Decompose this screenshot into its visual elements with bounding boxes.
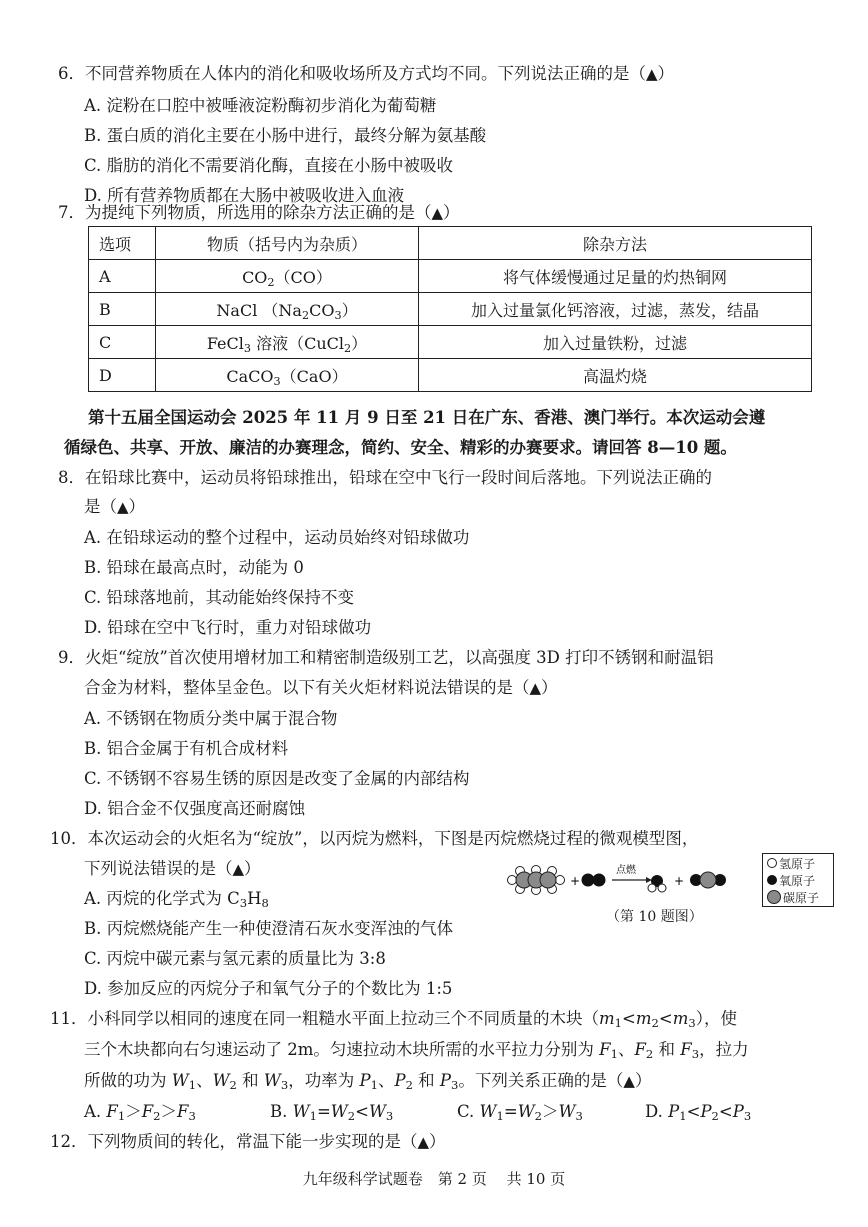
q10-option-c: C. 丙烷中碳元素与氢元素的质量比为 3:8 bbox=[84, 949, 386, 968]
q12-stem bbox=[50, 1134, 446, 1151]
q11-line-3a: 所做的功为 bbox=[84, 1071, 167, 1090]
table-cell-option: D bbox=[89, 359, 156, 392]
q8-option-d: D. 铅球在空中飞行时，重力对铅球做功 bbox=[84, 618, 372, 637]
figure-legend bbox=[762, 853, 834, 907]
table-row bbox=[89, 326, 812, 359]
table-header: 除杂方法 bbox=[419, 227, 812, 260]
q10-stem-line-2 bbox=[84, 861, 261, 878]
oxygen-atom-icon bbox=[767, 875, 777, 885]
q8-stem-line-1: 8．在铅球比赛中，运动员将铅球推出，铅球在空中飞行一段时间后落地。下列说法正确的 bbox=[58, 468, 712, 487]
q6-close: ） bbox=[657, 64, 675, 83]
q11-line-3b: ，功率为 bbox=[288, 1071, 355, 1090]
table-cell-method: 高温灼烧 bbox=[419, 359, 812, 392]
q11-option-a: A. $F_1>F_2>F_3$ bbox=[84, 1102, 196, 1123]
q7-stem-text: 7．为提纯下列物质，所选用的除杂方法正确的是（ bbox=[58, 203, 432, 222]
q9-stem-line-2 bbox=[84, 680, 558, 697]
table-cell-option: A bbox=[89, 260, 156, 293]
q11-line-1-text: 11．小科同学以相同的速度在同一粗糙水平面上拉动三个不同质量的木块（ bbox=[50, 1009, 599, 1028]
table-header: 物质（括号内为杂质） bbox=[156, 227, 419, 260]
q7-table bbox=[88, 226, 812, 392]
legend-oxygen bbox=[767, 873, 815, 887]
figure-caption: （第 10 题图） bbox=[606, 909, 703, 925]
table-header-row bbox=[89, 227, 812, 260]
legend-hydrogen bbox=[767, 856, 815, 870]
q8-option-c: C. 铅球落地前，其动能始终保持不变 bbox=[84, 588, 355, 607]
answer-blank-icon: ▲ bbox=[431, 204, 444, 222]
q6-option-d: D. 所有营养物质都在大肠中被吸收进入血液 bbox=[84, 186, 405, 205]
q9-close: ） bbox=[541, 678, 558, 697]
q7-close: ） bbox=[443, 203, 460, 222]
table-cell-option: B bbox=[89, 293, 156, 326]
answer-blank-icon: ▲ bbox=[646, 65, 658, 83]
q11-option-d: D. $P_1<P_2<P_3$ bbox=[645, 1102, 752, 1123]
table-cell-substance: FeCl$_3$ 溶液（CuCl$_2$） bbox=[156, 326, 419, 359]
legend-label: 碳原子 bbox=[783, 890, 820, 905]
q11-line-1: 11．小科同学以相同的速度在同一粗糙水平面上拉动三个不同质量的木块$(m_1<m_2<m_3)$，使 bbox=[50, 1009, 737, 1030]
q11-option-c: C. $W_1=W_2>W_3$ bbox=[457, 1102, 583, 1123]
propane-molecule-icon bbox=[508, 866, 565, 895]
page-footer: 九年级科学试题卷 第 2 页 共 10 页 bbox=[302, 1170, 566, 1188]
q7-stem bbox=[58, 205, 460, 222]
table-cell-substance: NaCl $(Na_2CO_3)$ bbox=[156, 293, 419, 326]
q8-close: ） bbox=[128, 497, 146, 516]
q9-stem-line-1: 9．火炬“绽放”首次使用增材加工和精密制造级别工艺，以高强度 3D 打印不锈钢和耐温铝 bbox=[58, 648, 714, 667]
q8-option-a: A. 在铅球运动的整个过程中，运动员始终对铅球做功 bbox=[84, 528, 470, 547]
q6-stem-text: 6．不同营养物质在人体内的消化和吸收场所及方式均不同。下列说法正确的是（ bbox=[58, 64, 646, 83]
q10-option-a-text: A. 丙烷的化学式为 C bbox=[84, 889, 240, 908]
table-cell-option: C bbox=[89, 326, 156, 359]
legend-label: 氢原子 bbox=[779, 856, 816, 871]
q11-line-3c: 。下列关系正确的是（ bbox=[458, 1071, 624, 1090]
table-cell-method: 将气体缓慢通过足量的灼热铜网 bbox=[419, 260, 812, 293]
answer-blank-icon: ▲ bbox=[117, 498, 129, 516]
reaction-arrow-icon bbox=[612, 877, 652, 883]
table-header: 选项 bbox=[89, 227, 156, 260]
q11-line-2-text: 三个木块都向右匀速运动了 2m。匀速拉动木块所需的水平拉力分别为 bbox=[84, 1040, 594, 1059]
table-row bbox=[89, 293, 812, 326]
legend-label: 氧原子 bbox=[779, 873, 816, 888]
table-row bbox=[89, 359, 812, 392]
q6-stem bbox=[58, 66, 674, 83]
answer-blank-icon: ▲ bbox=[232, 860, 245, 878]
arrow-label: 点燃 bbox=[616, 865, 636, 876]
carbon-atom-icon bbox=[767, 890, 781, 904]
carbon-dioxide-molecule-icon bbox=[690, 872, 726, 888]
plus-sign: + bbox=[674, 874, 685, 888]
answer-blank-icon: ▲ bbox=[417, 1133, 430, 1151]
q6-option-b: B. 蛋白质的消化主要在小肠中进行，最终分解为氨基酸 bbox=[84, 126, 487, 145]
intro-line-1: 第十五届全国运动会 2025 年 11 月 9 日至 21 日在广东、香港、澳门举行。本次运动会遵 bbox=[88, 408, 766, 427]
q11-close: ） bbox=[634, 1071, 652, 1090]
plus-sign: + bbox=[570, 874, 581, 888]
q9-option-d: D. 铝合金不仅强度高还耐腐蚀 bbox=[84, 799, 306, 818]
q9-option-b: B. 铝合金属于有机合成材料 bbox=[84, 739, 289, 758]
q12-stem-text: 12．下列物质间的转化，常温下能一步实现的是（ bbox=[50, 1132, 418, 1151]
answer-blank-icon: ▲ bbox=[623, 1072, 635, 1090]
q12-close: ） bbox=[429, 1132, 446, 1151]
table-cell-method: 加入过量氯化钙溶液，过滤，蒸发，结晶 bbox=[419, 293, 812, 326]
q8-stem-text: 是（ bbox=[84, 497, 117, 516]
q10-option-d: D. 参加反应的丙烷分子和氧气分子的个数比为 1:5 bbox=[84, 979, 453, 998]
table-cell-substance: CaCO$_3$（CaO） bbox=[156, 359, 419, 392]
table-cell-method: 加入过量铁粉，过滤 bbox=[419, 326, 812, 359]
q10-option-a: A. 丙烷的化学式为 $C_3H_8$ bbox=[84, 889, 269, 910]
q9-stem-text: 合金为材料，整体呈金色。以下有关火炬材料说法错误的是（ bbox=[84, 678, 530, 697]
q11-line-3: 所做的功为 $W_1$、$W_2$ 和 $W_3$，功率为 $P_1$、$P_2$ 和 $P_3$。下列关系正确的是（▲） bbox=[84, 1071, 652, 1092]
q9-option-c: C. 不锈钢不容易生锈的原因是改变了金属的内部结构 bbox=[84, 769, 470, 788]
q6-option-c: C. 脂肪的消化不需要消化酶，直接在小肠中被吸收 bbox=[84, 156, 454, 175]
q6-option-a: A. 淀粉在口腔中被唾液淀粉酶初步消化为葡萄糖 bbox=[84, 96, 437, 115]
water-molecule-icon bbox=[648, 875, 666, 892]
q11-option-b: B. $W_1=W_2<W_3$ bbox=[270, 1102, 394, 1123]
q11-line-2: 三个木块都向右匀速运动了 2m。匀速拉动木块所需的水平拉力分别为 $F_1$、$F_2$ 和 $F_3$，拉力 bbox=[84, 1040, 749, 1061]
q10-close: ） bbox=[244, 859, 261, 878]
table-cell-substance: $CO_2(CO)$ bbox=[156, 260, 419, 293]
answer-blank-icon: ▲ bbox=[529, 679, 542, 697]
q10-stem-line-1: 10．本次运动会的火炬名为“绽放”，以丙烷为燃料，下图是丙烷燃烧过程的微观模型图， bbox=[50, 829, 699, 848]
legend-carbon bbox=[767, 890, 819, 904]
intro-line-2: 循绿色、共享、开放、廉洁的办赛理念，简约、安全、精彩的办赛要求。请回答 8—10 题。 bbox=[64, 438, 737, 457]
q10-option-b: B. 丙烷燃烧能产生一种使澄清石灰水变浑浊的气体 bbox=[84, 919, 454, 938]
oxygen-molecule-icon bbox=[582, 874, 605, 886]
q10-stem-text: 下列说法错误的是（ bbox=[84, 859, 233, 878]
q9-option-a: A. 不锈钢在物质分类中属于混合物 bbox=[84, 709, 338, 728]
hydrogen-atom-icon bbox=[767, 858, 777, 868]
table-row bbox=[89, 260, 812, 293]
q8-option-b: B. 铅球在最高点时，动能为 0 bbox=[84, 558, 304, 577]
q8-stem-line-2 bbox=[84, 499, 145, 516]
